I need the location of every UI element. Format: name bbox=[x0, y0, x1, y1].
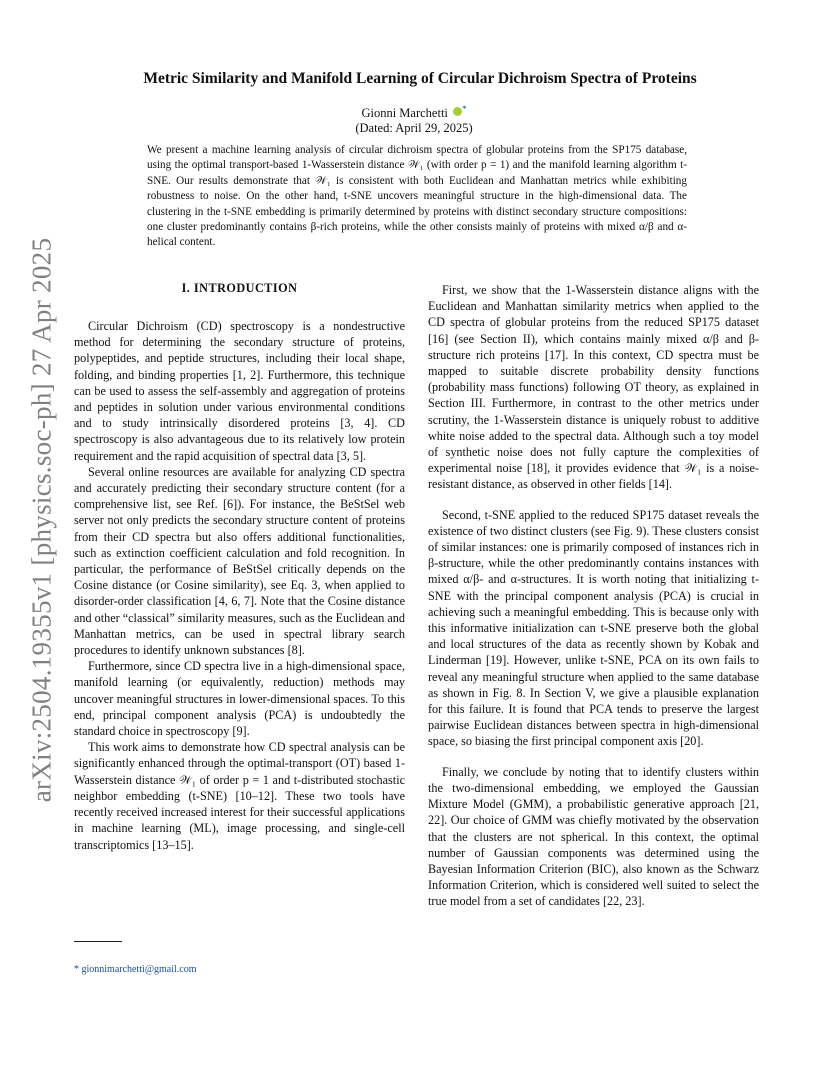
paragraph: Furthermore, since CD spectra live in a high-dimensional space, manifold learning (or equivalently, reduction) methods may uncover meaningful structures in lower-dimensional spaces. To this end, principal component analysis (PCA) is undoubtedly the standard choice in spectroscopy [9]. bbox=[74, 659, 405, 739]
author-line bbox=[0, 104, 828, 121]
author-name: Gionni Marchetti bbox=[361, 106, 448, 121]
author-footnote-mark: * bbox=[462, 104, 467, 114]
footnote-email[interactable]: * gionnimarchetti@gmail.com bbox=[74, 964, 197, 975]
paper-title: Metric Similarity and Manifold Learning of Circular Dichroism Spectra of Proteins bbox=[143, 70, 697, 87]
paragraph: Second, t-SNE applied to the reduced SP175 dataset reveals the existence of two distinct clusters (see Fig. 9). These clusters consist of similar instances: one is primarily composed of instances rich in β-structure, while the other predominantly contains instances with mixed α/β- and α-structures. It is worth noting that initializing t-SNE with the principal component analysis (PCA) is crucial in achieving such a meaningful embedding. This is because only with this informative initialization can t-SNE preserve both the global and local structures of the data as recently shown by Kobak and Linderman [19]. However, unlike t-SNE, PCA on its own fails to reveal any meaningful structure when applied to the same database as shown in Fig. 8. In Section V, we give a plausible explanation for this failure. It is found that PCA tends to preserve the largest pairwise Euclidean distances between spectra in high-dimensional space, so biasing the first principal component axis [20]. bbox=[428, 507, 759, 749]
arxiv-identifier: arXiv:2504.19355v1 [physics.soc-ph] 27 Apr 2025 bbox=[26, 237, 57, 803]
paragraph: Several online resources are available for analyzing CD spectra and accurately predicting their secondary structure content (for a comprehensive list, see Ref. [6]). For instance, the BeStSel web server not only predicts the secondary structure content of proteins from their CD spectra but also offers additional functionalities, such as extinction coefficient calculation and fold recognition. In particular, the performance of BeStSel critically depends on the Cosine distance (or Cosine similarity), see Eq. 3, when applied to disorder-order classification [4, 6, 7]. Note that the Cosine distance and other “classical” similarity measures, such as the Euclidean and Manhattan metrics, can be used in spectral library search procedures to identify unknown substances [8]. bbox=[74, 464, 405, 658]
paragraph: Circular Dichroism (CD) spectroscopy is a nondestructive method for determining the secondary structure of proteins, polypeptides, and peptide structures, including their local shape, folding, and binding properties [1, 2]. Furthermore, this technique can be used to assess the self-assembly and aggregation of proteins and peptides in solution under various environmental conditions and to study intrinsically disordered proteins [3, 4]. CD spectroscopy is also advantageous due to its relatively low protein requirement and the rapid acquisition of spectral data [3, 5]. bbox=[74, 319, 405, 463]
section-heading: I. INTRODUCTION bbox=[181, 281, 298, 295]
orcid-icon[interactable] bbox=[453, 107, 462, 116]
paragraph: Finally, we conclude by noting that to identify clusters within the two-dimensional embedding, we employed the Gaussian Mixture Model (GMM), a probabilistic generative approach [21, 22]. Our choice of GMM was chiefly motivated by the observation that the clusters are not spherical. In this context, the optimal number of Gaussian components was determined using the Bayesian Information Criterion (BIC), also known as the Schwarz Information Criterion, which is considered well suited to select the true model from a set of candidates [22, 23]. bbox=[428, 764, 759, 909]
paragraph: This work aims to demonstrate how CD spectral analysis can be significantly enhanced through the optimal-transport (OT) based 1-Wasserstein distance 𝒲₁ of order p = 1 and t-distributed stochastic neighbor embedding (t-SNE) [10–12]. These two tools have recently received increased interest for their successful applications in machine learning (ML), image processing, and single-cell transcriptomics [13–15]. bbox=[74, 740, 405, 852]
abstract: We present a machine learning analysis of circular dichroism spectra of globular proteins from the SP175 database, using the optimal transport-based 1-Wasserstein distance 𝒲₁ (with order p = 1) and the manifold learning algorithm t-SNE. Our results demonstrate that 𝒲₁ is consistent with both Euclidean and Manhattan metrics while exhibiting robustness to noise. On the other hand, t-SNE uncovers meaningful structure in the high-dimensional data. The clustering in the t-SNE embedding is primarily determined by proteins with distinct secondary structure compositions: one cluster predominantly contains β-rich proteins, while the other consists mainly of proteins with mixed α/β and α-helical content. bbox=[147, 144, 687, 249]
footnote-rule bbox=[74, 941, 122, 942]
arxiv-sidebar bbox=[22, 237, 62, 803]
paper-date: (Dated: April 29, 2025) bbox=[355, 121, 473, 135]
right-column bbox=[428, 282, 759, 910]
left-column bbox=[74, 318, 405, 853]
paragraph: First, we show that the 1-Wasserstein distance aligns with the Euclidean and Manhattan similarity metrics when applied to the CD spectra of globular proteins from the reduced SP175 dataset [16] (see Section II), which contains mainly mixed α/β and β-structure rich proteins [17]. In this context, CD spectra must be mapped to suitable discrete probability density functions (probability mass functions) following OT theory, as explained in Section III. Furthermore, in contrast to the other metrics under scrutiny, the 1-Wasserstein distance is uniquely robust to additive white noise added to the spectral data. Although such a toy model of synthetic noise does not fully capture the complexities of experimental noise [18], it provides evidence that 𝒲₁ is a noise-resistant distance, as observed in other fields [14]. bbox=[428, 283, 759, 492]
